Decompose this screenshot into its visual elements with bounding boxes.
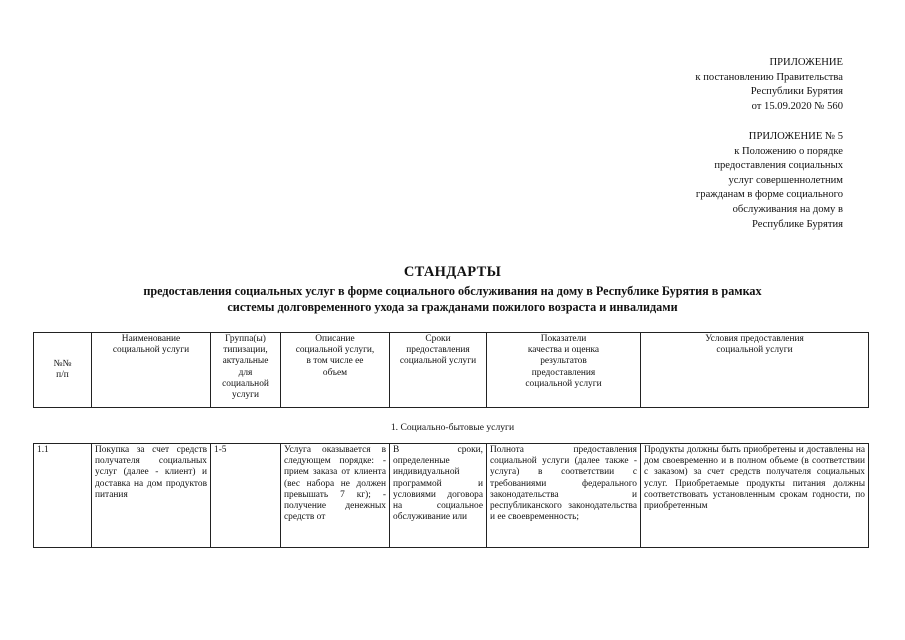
service-quality: Полнота предоставления социальной услуги (далее также - услуга) в соответствии с требованиями федерального законодательства и республиканского законодательства и ее своевременность;	[490, 445, 637, 523]
row-number-cell	[34, 444, 92, 548]
header-text: Показатели	[540, 334, 587, 344]
header-cell-quality	[487, 333, 641, 408]
appendix-2-line: услуг совершеннолетним	[728, 174, 843, 186]
row-number: 1.1	[37, 445, 49, 455]
service-groups: 1-5	[214, 445, 227, 455]
appendix-2-line: гражданам в форме социального	[695, 189, 843, 201]
table-row	[34, 444, 869, 548]
appendix-block-2	[696, 130, 843, 232]
appendix-2-line: предоставления социальных	[714, 160, 843, 172]
header-text: актуальные	[222, 356, 269, 367]
header-text: социальной	[222, 378, 269, 389]
appendix-block-1	[695, 56, 843, 114]
document-subtitle-line-2: системы долговременного ухода за гражданами пожилого возраста и инвалидами	[227, 300, 678, 314]
service-terms: В сроки, определенные индивидуальной программой и условиями договора на социальное обслуживание или	[393, 445, 483, 523]
groups-cell	[211, 444, 281, 548]
header-text: качества и оценка	[527, 345, 600, 356]
header-text: Сроки	[425, 334, 451, 344]
header-text: социальной услуги	[525, 378, 602, 389]
header-text: п/п	[56, 370, 69, 380]
service-name-cell	[92, 444, 211, 548]
header-text: объем	[322, 367, 348, 378]
header-text: Условия предоставления	[705, 334, 804, 344]
appendix-1-line: от 15.09.2020 № 560	[751, 100, 843, 112]
header-cell-terms	[390, 333, 487, 408]
service-description: Услуга оказывается в следующем порядке: - прием заказа от клиента (вес набора не должен превышать 7 кг); - получение денежных средств от	[284, 445, 386, 523]
header-cell-name	[92, 333, 211, 408]
header-text: Описание	[315, 334, 355, 344]
header-text: типизации,	[223, 345, 268, 356]
quality-cell	[487, 444, 641, 548]
standards-table-header	[33, 332, 869, 408]
document-title: СТАНДАРТЫ	[403, 264, 502, 280]
header-text: Группа(ы)	[225, 334, 266, 344]
appendix-1-line: Республики Бурятия	[750, 86, 843, 98]
service-conditions: Продукты должны быть приобретены и доставлены на дом своевременно и в полном объеме (в соответствии с заказом) за счет средств получателя социальных услуг. Приобретаемые продукты питания должны соответствовать установленным срокам годности, по приобретенным	[644, 445, 865, 512]
conditions-cell	[641, 444, 869, 548]
header-text: в том числе ее	[306, 356, 364, 367]
header-text: социальной услуги	[112, 345, 190, 356]
header-text: социальной услуги,	[295, 345, 375, 356]
header-text: результатов	[540, 356, 587, 367]
description-cell	[281, 444, 390, 548]
section-title: 1. Социально-бытовые услуги	[390, 422, 515, 433]
header-text: для	[238, 367, 253, 378]
standards-table-body	[33, 443, 869, 548]
appendix-2-line: Республике Бурятия	[751, 218, 843, 230]
header-text: №№	[53, 358, 72, 369]
appendix-2-line: обслуживания на дому в	[732, 203, 843, 215]
header-text: Наименование	[121, 334, 181, 344]
header-text: предоставления	[406, 345, 470, 356]
header-cell-groups	[211, 333, 281, 408]
appendix-1-line: ПРИЛОЖЕНИЕ	[769, 57, 843, 68]
header-cell-conditions	[641, 333, 869, 408]
appendix-2-line: ПРИЛОЖЕНИЕ № 5	[748, 131, 843, 142]
service-name: Покупка за счет средств получателя социальных услуг (далее - клиент) и доставка на дом продуктов питания	[95, 445, 207, 500]
header-text: предоставления	[531, 367, 596, 378]
header-cell-description	[281, 333, 390, 408]
appendix-1-line: к постановлению Правительства	[695, 71, 843, 83]
appendix-2-line: к Положению о порядке	[734, 145, 843, 157]
header-text: услуги	[231, 390, 260, 401]
terms-cell	[390, 444, 487, 548]
header-text: социальной услуги	[716, 345, 793, 356]
document-subtitle-line-1: предоставления социальных услуг в форме социального обслуживания на дому в Республике Бурятия в рамках	[143, 284, 762, 298]
header-cell-number	[34, 333, 92, 408]
header-text: социальной услуги	[399, 356, 477, 367]
